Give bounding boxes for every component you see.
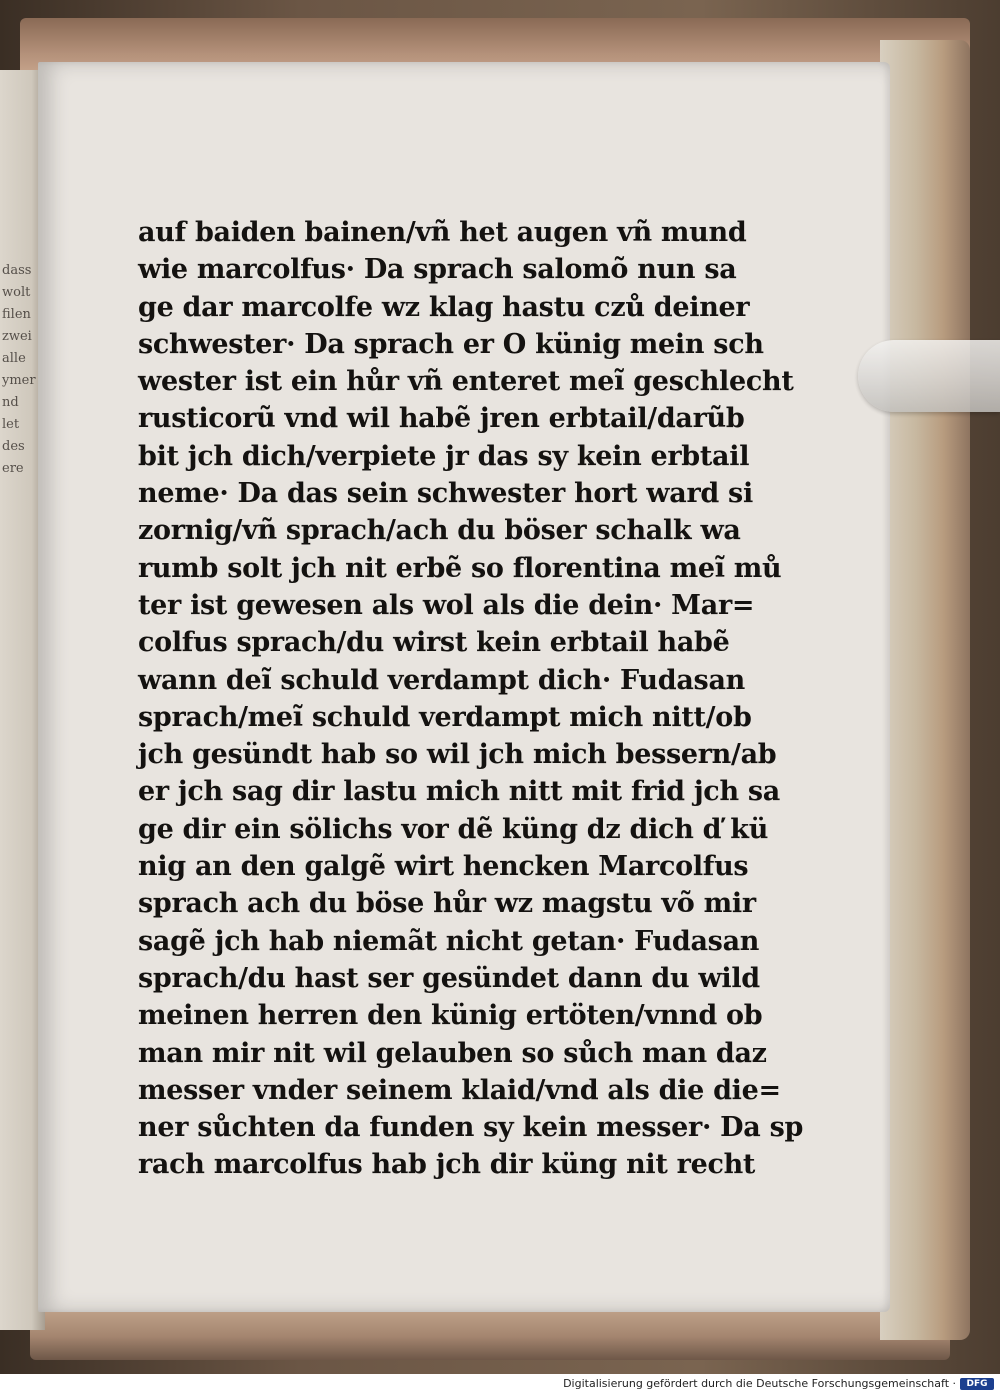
footer-credit: Digitalisierung gefördert durch die Deutsche Forschungsgemeinschaft · [563, 1377, 956, 1390]
text-line: rusticorũ vnd wil habẽ jren erbtail/darũb [138, 403, 745, 435]
page-stack-edge [880, 40, 970, 1340]
text-line: rumb solt jch nit erbẽ so florentina meĩ mů [138, 552, 782, 584]
text-line: sprach/du hast ser gesündet dann du wild [138, 962, 760, 994]
text-line: wester ist ein hůr vñ enteret meĩ geschlecht [138, 366, 794, 398]
dfg-logo: DFG [960, 1378, 994, 1390]
text-line: wie marcolfus· Da sprach salomõ nun sa [138, 254, 737, 286]
text-line: meinen herren den künig ertöten/vnnd ob [138, 1000, 763, 1032]
text-line: ner sůchten da funden sy kein messer· Da sp [138, 1112, 804, 1144]
text-line: ge dar marcolfe wz klag hastu czů deiner [138, 291, 750, 323]
text-line: zornig/vñ sprach/ach du böser schalk wa [138, 515, 741, 547]
text-line: rach marcolfus hab jch dir küng nit recht [138, 1149, 756, 1181]
footer-bar [0, 1374, 1000, 1394]
page-text [138, 214, 804, 1184]
text-line: sagẽ jch hab niemãt nicht getan· Fudasan [138, 925, 760, 957]
text-line: wann deĩ schuld verdampt dich· Fudasan [138, 664, 745, 696]
text-line: auf baiden bainen/vñ het augen vñ mund [138, 217, 747, 248]
text-line: bit jch dich/verpiete jr das sy kein erbtail [138, 440, 750, 472]
text-line: messer vnder seinem klaid/vnd als die die= [138, 1074, 781, 1106]
text-line: ter ist gewesen als wol als die dein· Mar= [138, 589, 755, 621]
text-line: man mir nit wil gelauben so sůch man daz [138, 1037, 767, 1069]
text-line: schwester· Da sprach er O künig mein sch [138, 328, 764, 360]
text-line: sprach ach du böse hůr wz magstu võ mir [138, 888, 756, 920]
left-page-text: dass wolt filen zwei alle ymer nd let des ere [2, 263, 36, 476]
text-line: nig an den galgẽ wirt hencken Marcolfus [138, 851, 749, 883]
text-line: colfus sprach/du wirst kein erbtail habẽ [138, 627, 730, 659]
text-line: ge dir ein sölichs vor dẽ küng dz dich ď kü [138, 813, 769, 845]
text-line: sprach/meĩ schuld verdampt mich nitt/ob [138, 701, 752, 733]
text-line: er jch sag dir lastu mich nitt mit frid jch sa [138, 776, 780, 808]
bookmark-clip [858, 340, 1000, 412]
text-line: jch gesündt hab so wil jch mich bessern/ab [138, 739, 777, 771]
text-line: neme· Da das sein schwester hort ward si [138, 478, 753, 510]
